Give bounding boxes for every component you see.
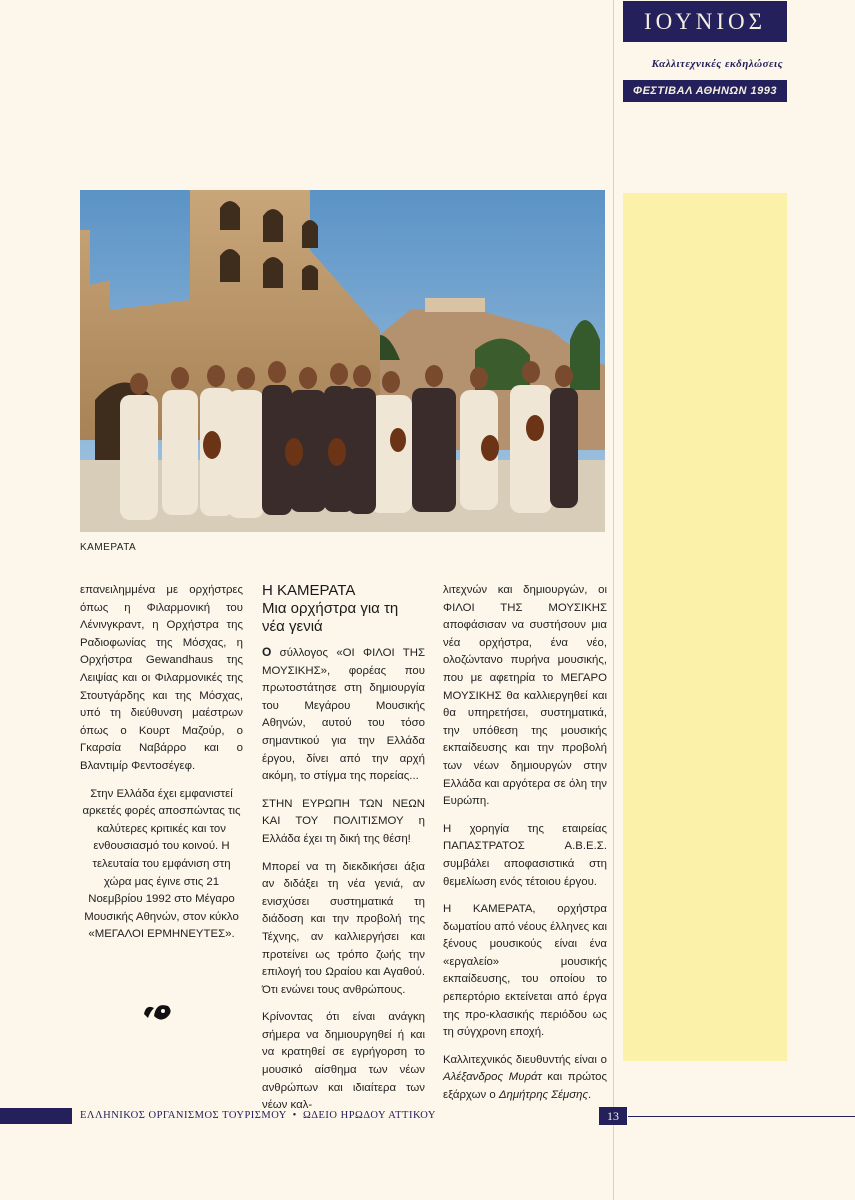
paragraph: Κρίνοντας ότι είναι ανάγκη σήμερα να δημιουργηθεί ή και να κρατηθεί σε εγρήγορση το μουσικό αίσθημα των νέων ανθρώπων και ιδιαίτερα των νέων καλ- <box>262 1011 425 1112</box>
text: . <box>588 1089 592 1102</box>
article-column-2 <box>262 582 425 1125</box>
paragraph: ΣΤΗΝ ΕΥΡΩΠΗ ΤΩΝ ΝΕΩΝ ΚΑΙ ΤΟΥ ΠΟΛΙΤΙΣΜΟΥ η Ελλάδα έχει τη δική της θέση! <box>262 797 425 845</box>
footer-dot: • <box>292 1110 297 1121</box>
footer-org: ΕΛΛΗΝΙΚΟΣ ΟΡΓΑΝΙΣΜΟΣ ΤΟΥΡΙΣΜΟΥ <box>80 1110 287 1121</box>
paragraph-text: σύλλογος «ΟΙ ΦΙΛΟΙ ΤΗΣ ΜΟΥΣΙΚΗΣ», φορέας που πρωτοστάτησε στη δημιουργία του Μεγάρου Μουσικής Αθηνών, αυτού του τόσο σημαντικού για την Ελλάδα έργου, δίνει από την αρχή ακόμη, το στίγμα της πορείας... <box>262 647 425 783</box>
paragraph: Η ΚΑΜΕΡΑΤΑ, ορχήστρα δωματίου από νέους έλληνες και ξένους μουσικούς είναι ένα «εργαλείο» μουσικής εκπαίδευσης, του οποίου το ρεπερτόριο εκτείνεται από έργα της προ-κλασικής περιόδου ως τη σύγχρονη εποχή. <box>443 903 607 1039</box>
parthenon <box>425 298 485 312</box>
photo-caption: ΚΑΜΕΡΑΤΑ <box>80 542 137 553</box>
photo-illustration <box>80 190 605 532</box>
footer-credits <box>80 1110 436 1121</box>
month-banner: ΙΟΥΝΙΟΣ <box>623 1 787 42</box>
paragraph: Μπορεί να τη διεκδικήσει άξια αν διδάξει τη νέα γενιά, αν ενισχύσει συστηματικά τη διάδοση και την προβολή της Τέχνης, αν καλλιεργήσει και προτείνει ως τρόπο ζωής την επιλογή του Ωραίου και Αγαθού. Ότι ενώνει τους ανθρώπους. <box>262 860 425 996</box>
article-headline <box>262 582 425 636</box>
leader-name: Δημήτρης Σέμσης <box>498 1089 589 1102</box>
festival-banner: ΦΕΣΤΙΒΑΛ ΑΘΗΝΩΝ 1993 <box>623 80 787 102</box>
leaf-ornament-icon <box>142 1000 176 1028</box>
footer-venue: ΩΔΕΙΟ ΗΡΩΔΟΥ ΑΤΤΙΚΟΥ <box>302 1110 436 1121</box>
tree <box>570 320 600 390</box>
sidebar-panel <box>623 193 787 1061</box>
section-label: Καλλιτεχνικές εκδηλώσεις <box>651 58 783 70</box>
paragraph: Η χορηγία της εταιρείας ΠΑΠΑΣΤΡΑΤΟΣ Α.Β.Ε.Σ. συμβάλει αποφασιστικά στη θεμελίωση ενός τέτοιου έργου. <box>443 822 607 888</box>
paragraph: επανειλημμένα με ορχήστρες όπως η Φιλαρμονική του Λένινγκραντ, η Ορχήστρα της Ραδιοφωνίας της Μόσχας, η Ορχήστρα Gewandhaus της Λειψίας και οι Φιλαρμονικές της Στουτγάρδης και της Μόσχας, υπό τη διεύθυνση μαέστρων όπως ο Κουρτ Μαζούρ, ο Γκαρσία Ναβάρρο και ο Βλαντιμίρ Φεντοσέγεφ. <box>80 584 243 772</box>
article-subtitle: Μια ορχήστρα για τη νέα γενιά <box>262 600 399 635</box>
article-title: Η ΚΑΜΕΡΑΤΑ <box>262 582 356 599</box>
column-rule <box>613 0 614 1200</box>
footer-rule <box>628 1116 855 1117</box>
paragraph: λιτεχνών και δημιουργών, οι ΦΙΛΟΙ ΤΗΣ ΜΟΥΣΙΚΗΣ αποφάσισαν να συστήσουν μια νέα ορχήστρα, ένα νέο, ολοζώντανο πυρήνα μουσικής, που με αφετηρία το ΜΕΓΑΡΟ ΜΟΥΣΙΚΗΣ θα καλλιεργηθεί και θα υπηρετήσει, συστηματικά, την υπόθεση της μουσικής εκπαίδευσης και την προβολή των νέων δημιουργών στην Ελλάδα και αργότερα σε όλη την Ευρώπη. <box>443 584 607 808</box>
article-column-3 <box>443 582 607 1115</box>
page-number: 13 <box>599 1107 627 1125</box>
camerata-photo <box>80 190 605 532</box>
footer-bar <box>0 1108 72 1124</box>
paragraph <box>262 644 425 786</box>
article-column-1 <box>80 582 243 954</box>
text: Καλλιτεχνικός διευθυντής είναι ο <box>443 1053 607 1066</box>
text: και πρώτος εξάρχων ο <box>443 1071 607 1102</box>
director-name: Αλέξανδρος Μυράτ <box>443 1071 542 1084</box>
paragraph <box>443 1052 607 1105</box>
paragraph: Στην Ελλάδα έχει εμφανιστεί αρκετές φορές αποσπώντας τις καλύτερες κριτικές και τον ενθουσιασμό του κοινού. Η τελευταία του εμφάνιση στη χώρα μας έγινε στις 21 Νοεμβρίου 1992 στο Μέγαρο Μουσικής Αθηνών, στον κύκλο «ΜΕΓΑΛΟΙ ΕΡΜΗΝΕΥΤΕΣ». <box>82 787 241 941</box>
drop-cap: Ο <box>262 645 272 659</box>
